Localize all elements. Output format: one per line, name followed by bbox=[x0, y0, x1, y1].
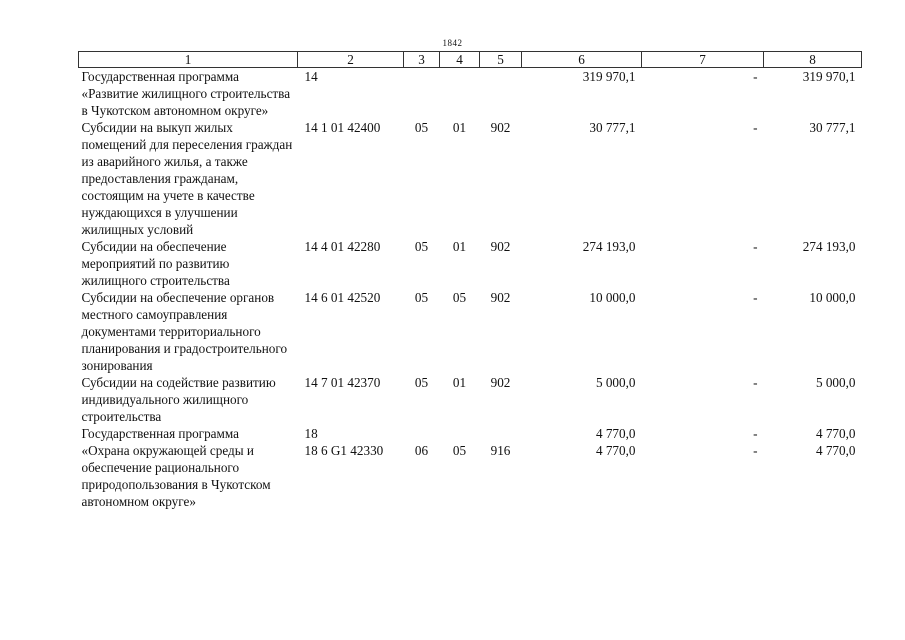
row-name: Субсидии на обеспечение органов местного самоуправления документами территориального планирования и градостроительного зонирования bbox=[81, 290, 288, 373]
row-name: «Охрана окружающей среды и обеспечение рационального природопользования в Чукотском автономном округе» bbox=[81, 443, 271, 509]
row-section bbox=[404, 68, 440, 120]
row-section: 05 bbox=[414, 120, 429, 135]
row-subsection: 05 bbox=[452, 443, 467, 458]
row-target-code: 14 1 01 42400 bbox=[304, 120, 381, 135]
row-ministry: 902 bbox=[490, 375, 511, 390]
row-name: Субсидии на выкуп жилых помещений для переселения граждан из аварийного жилья, а также предоставления гражданам, состоящим на учете в качестве нуждающихся в улучшении жилищных условий bbox=[81, 120, 293, 237]
row-name: Государственная программа «Развитие жилищного строительства в Чукотском автономном округе» bbox=[81, 69, 291, 118]
row-ministry: 902 bbox=[490, 239, 511, 254]
header-row bbox=[79, 52, 862, 68]
row-change: - bbox=[753, 239, 758, 254]
header-col-5: 5 bbox=[480, 52, 522, 68]
table-row bbox=[79, 119, 862, 238]
row-total: 319 970,1 bbox=[802, 69, 856, 84]
row-ministry: 916 bbox=[490, 443, 511, 458]
row-target-code: 18 6 G1 42330 bbox=[304, 443, 384, 458]
row-target-code: 14 4 01 42280 bbox=[304, 239, 381, 254]
row-amount: 30 777,1 bbox=[589, 120, 636, 135]
row-total: 5 000,0 bbox=[815, 375, 856, 390]
row-target-code: 14 bbox=[304, 69, 318, 84]
row-name: Субсидии на обеспечение мероприятий по развитию жилищного строительства bbox=[81, 239, 230, 288]
row-ministry: 902 bbox=[490, 120, 511, 135]
row-ministry: 902 bbox=[490, 290, 511, 305]
row-total: 4 770,0 bbox=[815, 443, 856, 458]
row-subsection: 01 bbox=[452, 239, 467, 254]
header-col-3: 3 bbox=[404, 52, 440, 68]
table-header bbox=[79, 52, 862, 68]
row-section: 05 bbox=[414, 375, 429, 390]
header-col-7: 7 bbox=[642, 52, 764, 68]
row-amount: 4 770,0 bbox=[595, 443, 636, 458]
row-amount: 10 000,0 bbox=[589, 290, 636, 305]
row-section: 06 bbox=[414, 443, 429, 458]
table-row bbox=[79, 289, 862, 374]
row-subsection bbox=[440, 425, 480, 442]
row-total: 10 000,0 bbox=[809, 290, 856, 305]
table-row bbox=[79, 442, 862, 510]
row-change: - bbox=[753, 426, 758, 441]
header-col-4: 4 bbox=[440, 52, 480, 68]
row-target-code: 14 7 01 42370 bbox=[304, 375, 381, 390]
table-body bbox=[79, 68, 862, 511]
page-number: 1842 bbox=[442, 38, 463, 48]
row-total: 30 777,1 bbox=[809, 120, 856, 135]
row-target-code: 14 6 01 42520 bbox=[304, 290, 381, 305]
row-amount: 274 193,0 bbox=[582, 239, 636, 254]
table-row bbox=[79, 374, 862, 425]
row-section: 05 bbox=[414, 239, 429, 254]
row-change: - bbox=[753, 375, 758, 390]
row-ministry bbox=[480, 68, 522, 120]
row-target-code: 18 bbox=[304, 426, 318, 441]
row-subsection: 01 bbox=[452, 120, 467, 135]
row-section: 05 bbox=[414, 290, 429, 305]
row-change: - bbox=[753, 290, 758, 305]
row-ministry bbox=[480, 425, 522, 442]
row-change: - bbox=[753, 120, 758, 135]
row-subsection: 01 bbox=[452, 375, 467, 390]
row-change: - bbox=[753, 69, 758, 84]
row-change: - bbox=[753, 443, 758, 458]
header-col-2: 2 bbox=[298, 52, 404, 68]
table-row bbox=[79, 68, 862, 120]
table-row bbox=[79, 238, 862, 289]
row-total: 4 770,0 bbox=[815, 426, 856, 441]
header-col-6: 6 bbox=[522, 52, 642, 68]
row-name: Субсидии на содействие развитию индивидуального жилищного строительства bbox=[81, 375, 276, 424]
row-subsection: 05 bbox=[452, 290, 467, 305]
row-subsection bbox=[440, 68, 480, 120]
row-amount: 319 970,1 bbox=[582, 69, 636, 84]
header-col-8: 8 bbox=[764, 52, 862, 68]
table-row bbox=[79, 425, 862, 442]
row-total: 274 193,0 bbox=[802, 239, 856, 254]
row-section bbox=[404, 425, 440, 442]
budget-table bbox=[78, 51, 862, 510]
row-amount: 5 000,0 bbox=[595, 375, 636, 390]
row-amount: 4 770,0 bbox=[595, 426, 636, 441]
header-col-1: 1 bbox=[79, 52, 298, 68]
row-name: Государственная программа bbox=[81, 426, 239, 441]
